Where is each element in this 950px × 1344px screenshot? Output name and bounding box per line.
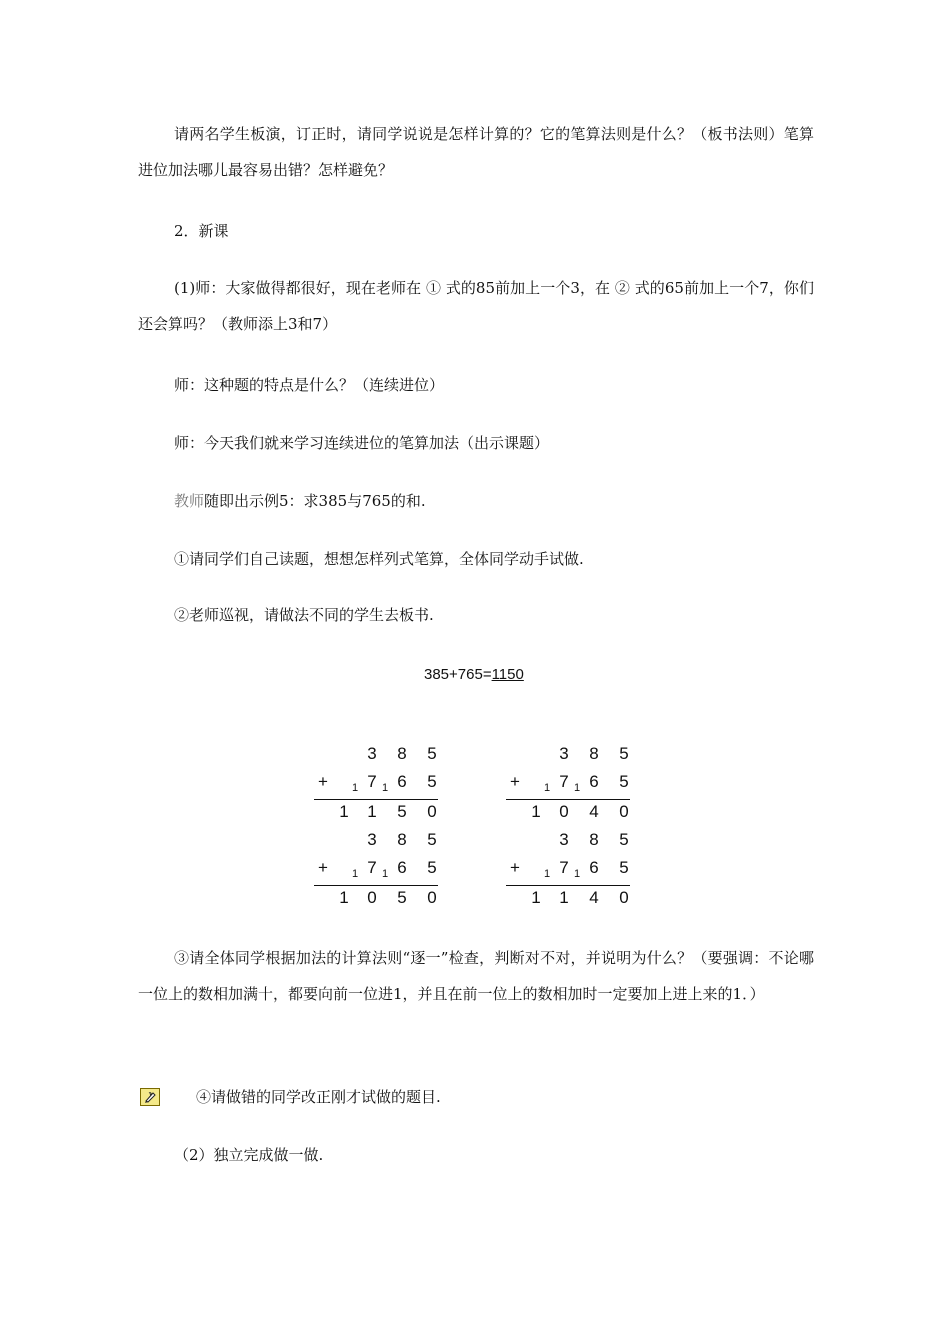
digit: 5 (619, 772, 629, 791)
carry-digit: 1 (382, 868, 389, 880)
section-new-lesson: 2．新课 (174, 222, 229, 240)
sum-row (506, 886, 646, 914)
digit: 5 (397, 802, 407, 821)
example-text: 随即出示例5：求385与765的和. (204, 492, 426, 510)
equation-answer: 1150 (491, 666, 524, 683)
carry-digit: 1 (574, 782, 581, 794)
paragraph-feature: 师：这种题的特点是什么？（连续进位） (174, 376, 445, 394)
digit: 6 (589, 772, 599, 791)
plus-sign: + (318, 858, 328, 877)
sum-row (314, 886, 454, 914)
carry-digit: 1 (382, 782, 389, 794)
paragraph-practice: （2）独立完成做一做. (174, 1146, 324, 1164)
carry-digit: 1 (544, 782, 551, 794)
paragraph-topic: 师：今天我们就来学习连续进位的笔算加法（出示课题） (174, 434, 550, 452)
vertical-calc-3 (314, 828, 454, 912)
digit: 6 (589, 858, 599, 877)
paragraph-teacher-question: (1)师：大家做得都很好，现在老师在 ① 式的85前加上一个3，在 ② 式的65前加上一个7，你们还会算吗？（教师添上3和7） (138, 279, 814, 333)
digit: 6 (397, 858, 407, 877)
paragraph-correct: ④请做错的同学改正刚才试做的题目. (196, 1088, 441, 1106)
addend-top-row (314, 828, 454, 856)
digit: 0 (619, 888, 629, 907)
sum-row (506, 800, 646, 828)
digit: 3 (559, 830, 569, 849)
digit: 5 (397, 888, 407, 907)
digit: 8 (589, 744, 599, 763)
digit: 1 (339, 802, 349, 821)
paragraph-board-demo: 请两名学生板演，订正时，请同学说说是怎样计算的？它的笔算法则是什么？（板书法则）笔算进位加法哪儿最容易出错？怎样避免？ (138, 125, 814, 179)
vertical-calc-2 (506, 742, 646, 826)
digit: 8 (589, 830, 599, 849)
digit: 7 (559, 858, 569, 877)
digit: 7 (367, 772, 377, 791)
vertical-calc-1 (314, 742, 454, 826)
digit: 7 (367, 858, 377, 877)
carry-digit: 1 (544, 868, 551, 880)
addend-bottom-row (314, 770, 454, 798)
digit: 8 (397, 744, 407, 763)
paragraph-step2: ②老师巡视，请做法不同的学生去板书. (174, 606, 434, 624)
addend-top-row (506, 828, 646, 856)
addend-top-row (314, 742, 454, 770)
digit: 1 (559, 888, 569, 907)
digit: 0 (427, 802, 437, 821)
digit: 1 (339, 888, 349, 907)
digit: 4 (589, 802, 599, 821)
plus-sign: + (510, 858, 520, 877)
equation-left: 385+765= (424, 666, 492, 683)
pencil-note-icon (140, 1088, 160, 1106)
paragraph-check: ③请全体同学根据加法的计算法则“逐一”检查，判断对不对，并说明为什么？（要强调：不论哪一位上的数相加满十，都要向前一位进1，并且在前一位上的数相加时一定要加上进上来的1．） (138, 949, 814, 1003)
digit: 1 (531, 802, 541, 821)
addend-top-row (506, 742, 646, 770)
addend-bottom-row (506, 856, 646, 884)
digit: 3 (367, 830, 377, 849)
digit: 4 (589, 888, 599, 907)
plus-sign: + (510, 772, 520, 791)
digit: 8 (397, 830, 407, 849)
plus-sign: + (318, 772, 328, 791)
digit: 1 (367, 802, 377, 821)
digit: 5 (427, 858, 437, 877)
equation (424, 666, 524, 683)
carry-digit: 1 (352, 868, 359, 880)
digit: 5 (619, 744, 629, 763)
example-teacher-label: 教师 (174, 492, 205, 510)
digit: 5 (619, 858, 629, 877)
digit: 5 (427, 772, 437, 791)
digit: 5 (427, 830, 437, 849)
digit: 0 (427, 888, 437, 907)
digit: 3 (559, 744, 569, 763)
digit: 5 (619, 830, 629, 849)
digit: 3 (367, 744, 377, 763)
digit: 1 (531, 888, 541, 907)
paragraph-example (174, 490, 426, 511)
vertical-calc-4 (506, 828, 646, 912)
carry-digit: 1 (352, 782, 359, 794)
addend-bottom-row (314, 856, 454, 884)
digit: 0 (367, 888, 377, 907)
digit: 7 (559, 772, 569, 791)
digit: 0 (559, 802, 569, 821)
digit: 0 (619, 802, 629, 821)
paragraph-step1: ①请同学们自己读题，想想怎样列式笔算，全体同学动手试做. (174, 550, 584, 568)
addend-bottom-row (506, 770, 646, 798)
sum-row (314, 800, 454, 828)
digit: 6 (397, 772, 407, 791)
carry-digit: 1 (574, 868, 581, 880)
digit: 5 (427, 744, 437, 763)
